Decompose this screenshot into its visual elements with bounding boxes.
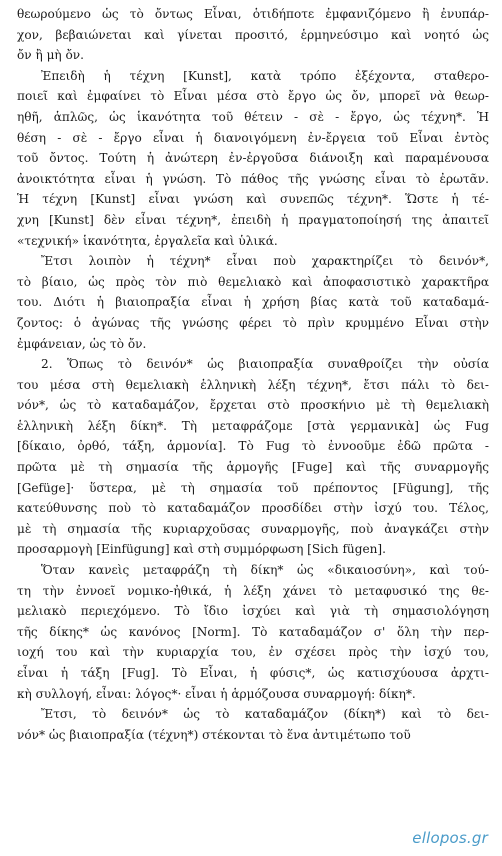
paragraph [17, 66, 489, 251]
text-line: μὲ τὴ σημασία τῆς κυριαρχοῦσας συναρμογῆς, ποὺ ἀναγκάζει στὴν [17, 521, 489, 536]
text-line: μελιακὸ περιεχόμενο. Τὸ ἴδιο ἰσχύει καὶ γιὰ τὴ σημασιολόγηση [17, 604, 489, 619]
text-line: πρῶτα μὲ τὴ σημασία τῆς ἁρμογῆς [Fuge] καὶ τῆς συναρμογῆς [17, 460, 489, 475]
ellopos-logo[interactable]: ellopos.gr [412, 829, 488, 847]
text-line: χνη [Kunst] δὲν εἶναι τέχνη*, ἐπειδὴ ἡ πραγματοποίησή της ἀπαιτεῖ [17, 212, 489, 227]
text-line: θέση - σὲ - ἔργο εἶναι ἡ διανοιγόμενη ἐν-ἔργεια τοῦ Εἶναι ἐντὸς [17, 130, 489, 145]
text-line: του. Διότι ἡ βιαιοπραξία εἶναι ἡ χρήση βίας κατὰ τοῦ καταδαμά- [17, 295, 489, 310]
text-line: ἑλληνικὴ λέξη δίκη*. Τὴ μεταφράζομε [στὰ γερμανικὰ] ὡς Fug [17, 418, 489, 433]
text-line: τη τὴν ἐννοεῖ νομικο-ἠθικά, ἡ λέξη χάνει τὸ μεταφυσικό της θε- [17, 583, 489, 598]
paragraph [17, 560, 489, 704]
paragraph [17, 4, 489, 66]
text-line: κατεύθυνσης ποὺ τὸ καταδαμάζον προσδίδει στὴν ἰσχύ του. Τέλος, [17, 501, 489, 516]
text-line: τῆς δίκης* ὡς κανόνος [Norm]. Τὸ καταδαμάζον σ' ὅλη τὴν περ- [17, 624, 489, 639]
text-line: νόν* ὡς βιαιοπραξία (τέχνη*) στέκονται τὸ ἕνα ἀντιμέτωπο τοῦ [17, 727, 411, 742]
text-line: χον, βεβαιώνεται καὶ γίνεται προσιτό, ἑρμηνεύσιμο καὶ νοητό ὡς [17, 27, 489, 42]
text-line: τὸ βίαιο, ὡς πρὸς τὸν πιὸ θεμελιακὸ καὶ ἀποφασιστικὸ χαρακτῆρα [17, 274, 489, 289]
text-line: Ὅταν κανεὶς μεταφράζη τὴ δίκη* ὡς «δικαιοσύνη», καὶ τού- [41, 563, 489, 578]
text-line: ἐμφάνειαν, ὡς τὸ ὄν. [17, 336, 147, 351]
text-line: Ἔτσι λοιπὸν ἡ τέχνη* εἶναι ποὺ χαρακτηρίζει τὸ δεινόν*, [41, 254, 489, 269]
text-line: προσαρμογὴ [Einfügung] καὶ στὴ συμμόρφωση [Sich fügen]. [17, 542, 386, 557]
paragraph [17, 251, 489, 354]
text-line: θεωρούμενο ὡς τὸ ὄντως Εἶναι, ὁτιδήποτε ἐμφανιζόμενο ἢ ἐνυπάρ- [17, 7, 489, 21]
text-line: ζοντος: ὁ ἀγώνας τῆς γνώσης φέρει τὸ πρὶν κρυμμένο Εἶναι στὴν [17, 315, 489, 330]
text-line: ηθῆ, ἁπλῶς, ὡς ἱκανότητα τοῦ θέτειν - σὲ - ἔργο, ὡς τέχνη*. Ἡ [17, 109, 489, 124]
text-line: 2. Ὅπως τὸ δεινόν* ὡς βιαιοπραξία συναθροίζει τὴν οὐσία [41, 357, 489, 372]
text-line: ἀνοικτότητα εἶναι ἡ γνώση. Τὸ πάθος τῆς γνώσης εἶναι τὸ ἐρωτᾶν. [17, 171, 489, 186]
text-line: εἶναι ἡ τάξη [Fug]. Τὸ Εἶναι, ἡ φύσις*, ὡς κατισχύουσα ἀρχτι- [17, 666, 489, 680]
text-line: κὴ συλλογή, εἶναι: λόγος*· εἶναι ἡ ἁρμόζουσα συναρμογή: δίκη*. [17, 686, 416, 701]
paragraph [17, 704, 489, 745]
document-body [17, 4, 489, 745]
text-line: ποιεῖ καὶ ἐμφαίνει τὸ Εἶναι μέσα στὸ ἔργο ὡς ὄν, μπορεῖ νὰ θεωρ- [17, 89, 489, 104]
text-line: [δίκαιο, ὀρθό, τάξη, ἁρμονία]. Τὸ Fug τὸ ἐννοοῦμε ἐδῶ πρῶτα - [17, 439, 489, 454]
text-line: Ἡ τέχνη [Kunst] εἶναι γνώση καὶ συνεπῶς τέχνη*. Ὥστε ἡ τέ- [17, 192, 489, 207]
text-line: ὄν ἢ μὴ ὄν. [17, 48, 84, 63]
text-line: [Gefüge]· ὕστερα, μὲ τὴ σημασία τοῦ πρέποντος [Fügung], τῆς [17, 480, 489, 495]
paragraph [17, 354, 489, 560]
text-line: του μέσα στὴ θεμελιακὴ ἑλληνικὴ λέξη τέχνη*, ἔτσι πάλι τὸ δει- [17, 377, 489, 392]
text-line: νόν*, ὡς τὸ καταδαμάζον, ἔρχεται στὸ προσκήνιο μὲ τὴ θεμελιακὴ [17, 398, 489, 413]
text-line: Ἔτσι, τὸ δεινόν* ὡς τὸ καταδαμάζον (δίκη*) καὶ τὸ δει- [41, 707, 489, 722]
text-line: «τεχνική» ἱκανότητα, ἐργαλεῖα καὶ ὑλικά. [17, 233, 278, 248]
text-line: ιοχή του καὶ τὴν κυριαρχία του, ἐν σχέσει πρὸς τὴν ἰσχύ του, [17, 645, 489, 660]
text-line: Ἐπειδὴ ἡ τέχνη [Kunst], κατὰ τρόπο ἐξέχοντα, σταθερο- [41, 68, 489, 83]
text-line: τοῦ ὄντος. Τούτη ἡ ἀνώτερη ἐν-ἐργοῦσα διάνοιξη καὶ παραμένουσα [17, 151, 489, 166]
